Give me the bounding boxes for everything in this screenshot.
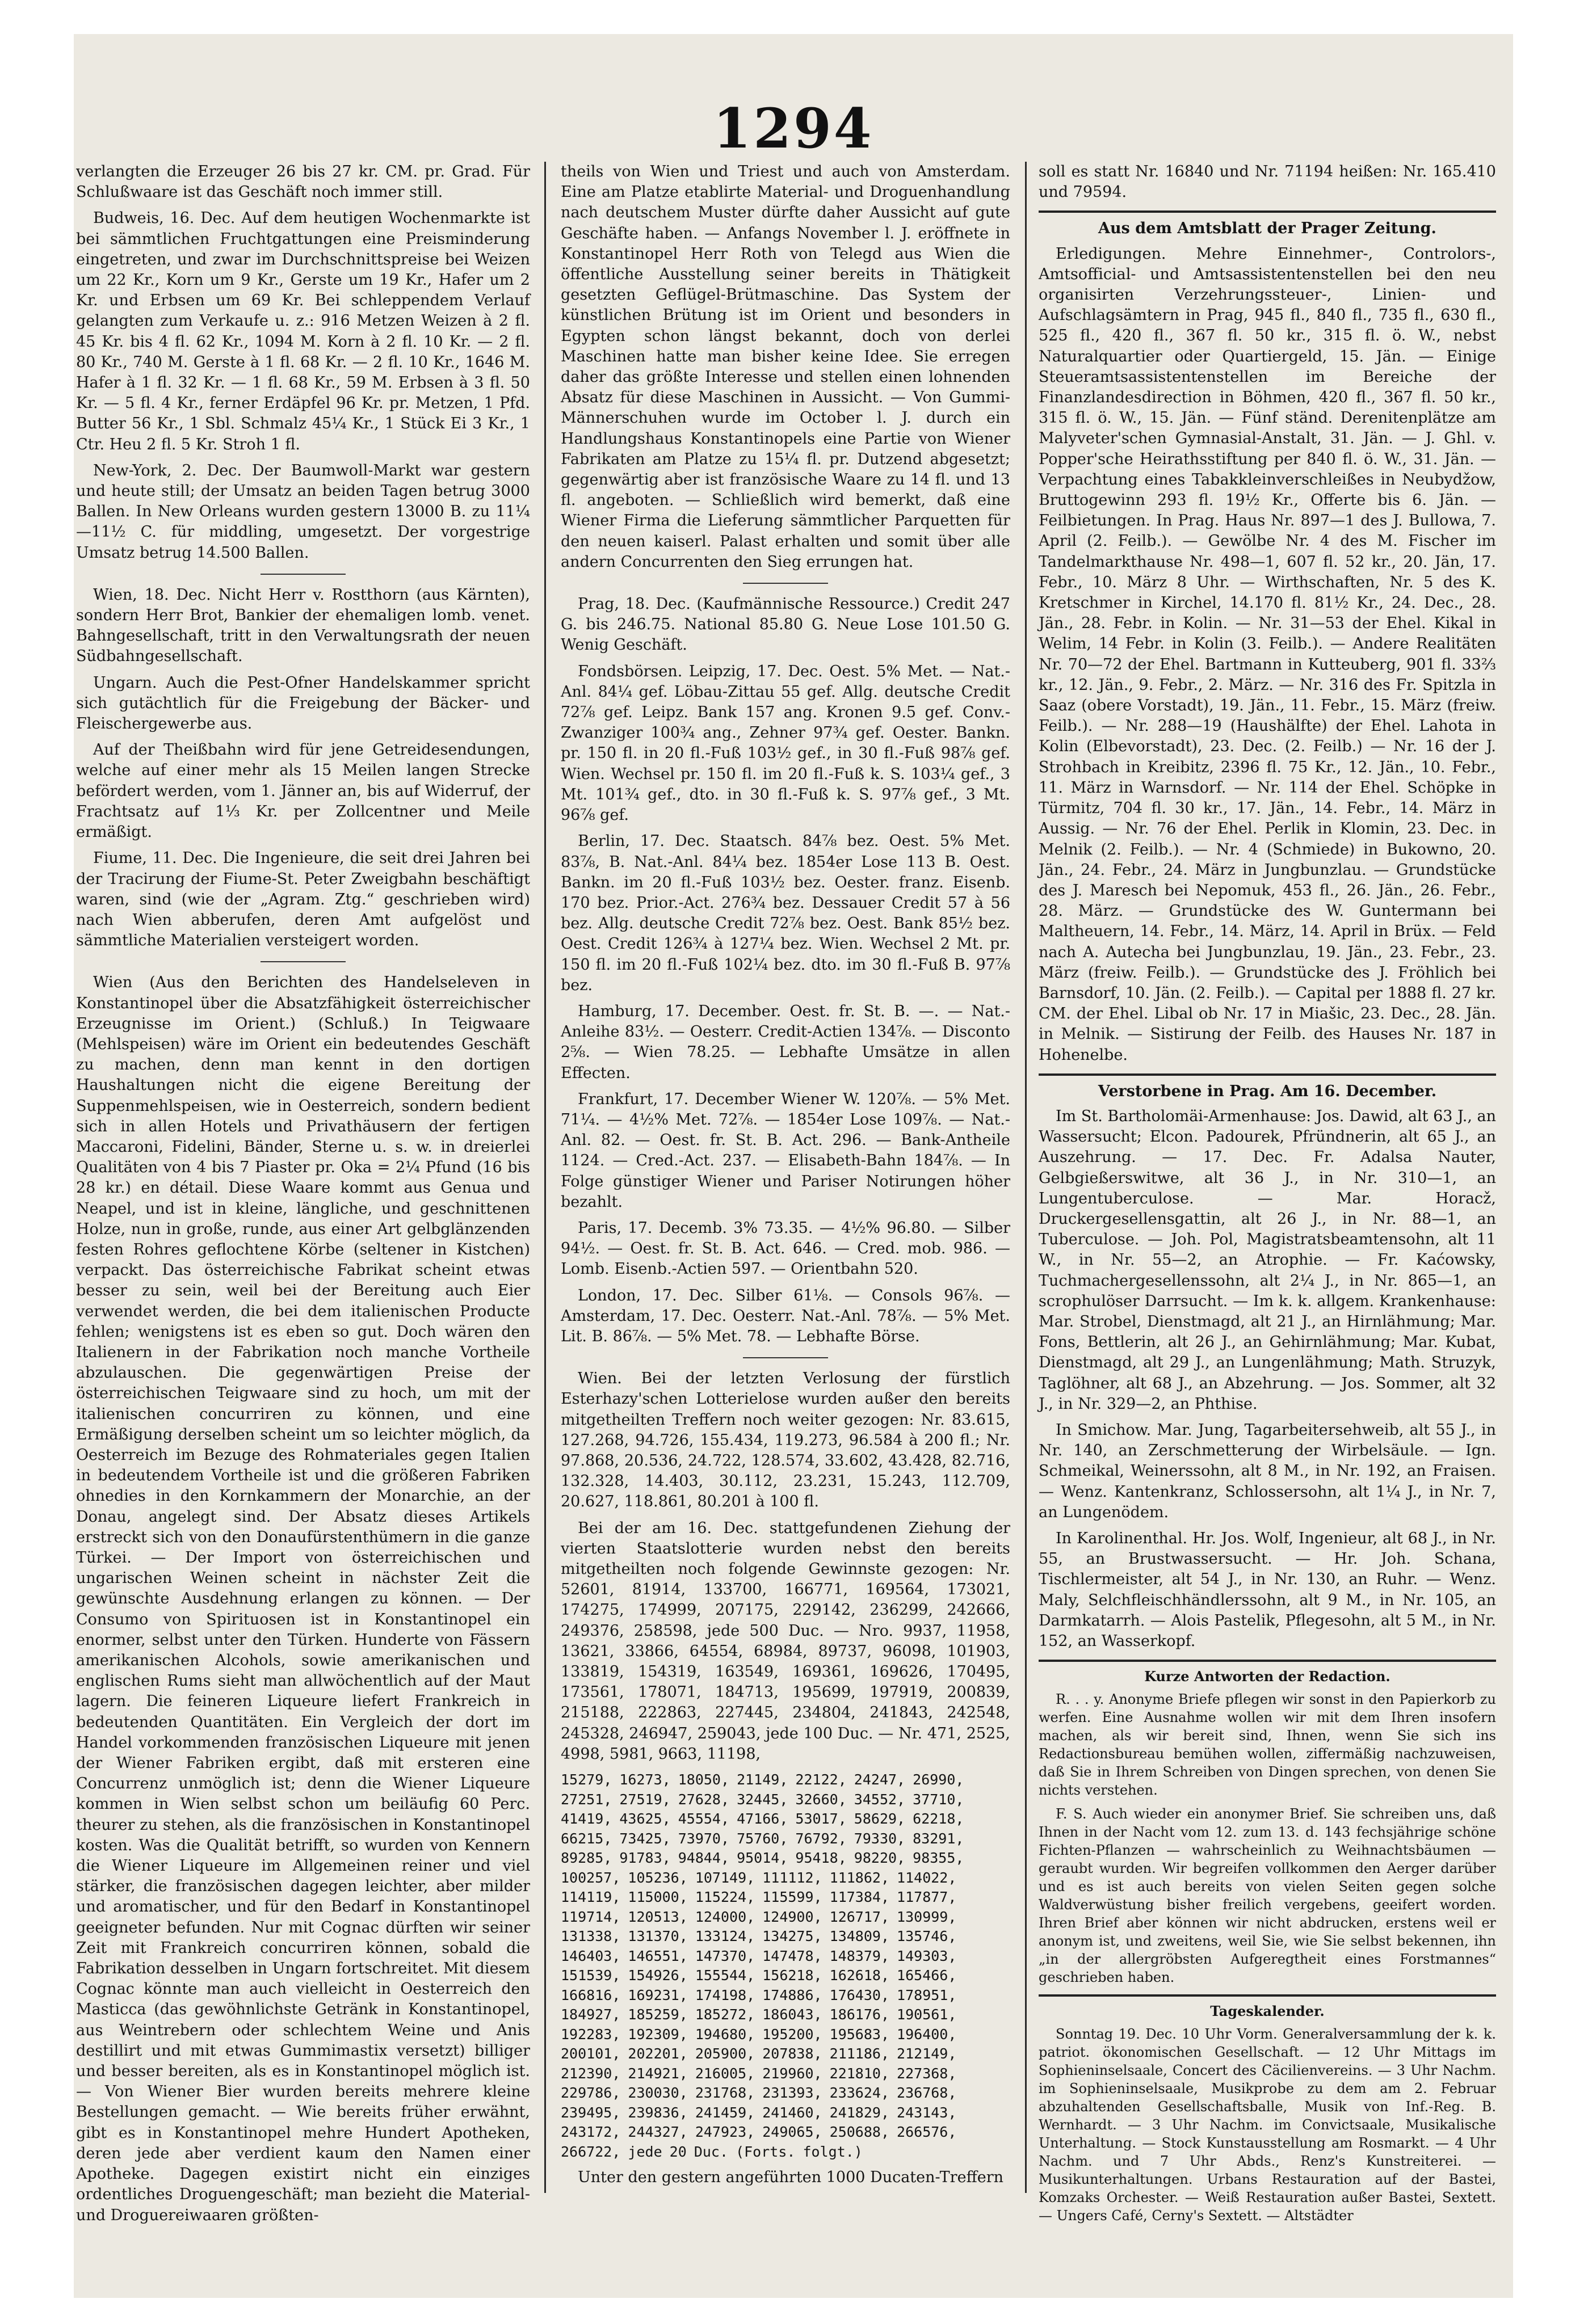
article-paragraph: Sonntag 19. Dec. 10 Uhr Vorm. Generalversammlung der k. k. patriot. ökonomischen Gesellschaft. — 12 Uhr Mittags im Sophieninselsaale, Concert des Cäcilienvereins. — 3 Uhr Nachm. im Sophieninselsaale, Musikprobe zu dem am 2. Februar abzuhaltenden Gesellschaftsballe, Musik von Inf.-Reg. B. Wernhardt. — 3 Uhr Nachm. im Convictsaale, Musikalische Unterhaltung. — Stock Kunstausstellung am Rosmarkt. — 4 Uhr Nachm. und 7 Uhr Abds., Renz's Kunstreiterei. — Musikunterhaltungen. Urbans Restauration auf der Bastei, Komzaks Orchester. — Weiß Restauration außer Bastei, Sextett. — Ungers Café, Cerny's Sextett. — Altstädter (1039, 2026, 1496, 2224)
separator (1039, 1073, 1496, 1076)
article-paragraph: Ungarn. Auch die Pest-Ofner Handelskammer spricht sich gutächtlich für die Freigebung der Bäcker- und Fleischergewerbe aus. (76, 673, 530, 733)
section-heading: Kurze Antworten der Redaction. (1144, 1668, 1390, 1685)
column-3 (1039, 162, 1496, 2224)
article-paragraph: Fiume, 11. Dec. Die Ingenieure, die seit drei Jahren bei der Tracirung der Fiume-St. Peter Zweigbahn beschäftigt waren, sind (wie der „Agram. Ztg.“ geschrieben wird) nach Wien abberufen, deren Amt aufgelöst und sämmtliche Materialien versteigert worden. (76, 849, 530, 950)
separator (1039, 210, 1496, 213)
article-paragraph: Prag, 18. Dec. (Kaufmännische Ressource.) Credit 247 G. bis 246.75. National 85.80 G. Neue Lose 101.50 G. Wenig Geschäft. (561, 595, 1010, 654)
column-2 (561, 162, 1010, 2193)
column-rule (1025, 162, 1027, 2193)
article-paragraph: New-York, 2. Dec. Der Baumwoll-Markt war gestern und heute still; der Umsatz an beiden Tagen betrug 3000 Ballen. In New Orleans wurden gestern 13000 B. zu 11¼—11½ C. für middling, umgesetzt. Der vorgestrige Umsatz betrug 14.500 Ballen. (76, 461, 530, 562)
article-paragraph: In Karolinenthal. Hr. Jos. Wolf, Ingenieur, alt 68 J., in Nr. 55, an Brustwassersucht. — Hr. Joh. Schana, Tischlermeister, alt 54 J., in Nr. 130, an Ruhr. — Wenz. Maly, Selchfleischhändlerssohn, alt 9 M., in Nr. 105, an Darmkatarrh. — Alois Pastelik, Pflegesohn, alt 5 M., in Nr. 152, an Wasserkopf. (1039, 1530, 1496, 1651)
article-paragraph: London, 17. Dec. Silber 61⅛. — Consols 96⅞. — Amsterdam, 17. Dec. Oesterr. Nat.-Anl. 78⅞. — 5% Met. Lit. B. 86⅞. — 5% Met. 78. — Lebhafte Börse. (561, 1286, 1010, 1345)
article-paragraph: Berlin, 17. Dec. Staatsch. 84⅞ bez. Oest. 5% Met. 83⅞, B. Nat.-Anl. 84¼ bez. 1854er Lose 113 B. Oest. Bankn. im 20 fl.-Fuß 103½ bez. Oester. franz. Eisenb. 170 bez. Prior.-Act. 276¾ bez. Dessauer Credit 57 à 56 bez. Allg. deutsche Credit 72⅞ bez. Oest. Bank 85½ bez. Oest. Credit 126¾ à 127¼ bez. Wien. Wechsel 2 Mt. pr. 150 fl. im 20 fl.-Fuß 102¼ bez. dto. im 30 fl.-Fuß B. 97⅞ bez. (561, 832, 1010, 994)
section-heading: Verstorbene in Prag. Am 16. December. (1098, 1082, 1437, 1100)
article-paragraph: Fondsbörsen. Leipzig, 17. Dec. Oest. 5% Met. — Nat.-Anl. 84¼ gef. Löbau-Zittau 55 gef. Allg. deutsche Credit 72⅞ gef. Leipz. Bank 157 ang. Kronen 9.5 gef. Conv.-Zwanziger 100¾ ang., Zehner 97¾ gef. Oester. Bankn. pr. 150 fl. in 20 fl.-Fuß 103½ gef., in 30 fl.-Fuß 98⅞ gef. Wien. Wechsel pr. 150 fl. im 20 fl.-Fuß k. S. 103¼ gef., 3 Mt. 101¾ gef., dto. in 30 fl.-Fuß k. S. 97⅞ gef., 3 Mt. 96⅞ gef. (561, 662, 1010, 824)
article-paragraph: Wien, 18. Dec. Nicht Herr v. Rostthorn (aus Kärnten), sondern Herr Brot, Bankier der ehemaligen lomb. venet. Bahngesellschaft, tritt in den Verwaltungsrath der neuen Südbahngesellschaft. (76, 586, 530, 666)
article-paragraph: theils von Wien und Triest und auch von Amsterdam. Eine am Platze etablirte Material- und Droguenhandlung nach deutschem Muster dürfte daher Aussicht auf gute Geschäfte haben. — Anfangs November l. J. eröffnete in Konstantinopel Herr Roth von Telegd aus Wien die öffentliche Ausstellung seiner bereits in Thätigkeit gesetzten Geflügel-Brütmaschine. Das System der künstlichen Brütung ist im Orient und besonders in Egypten schon längst bekannt, doch von derlei Maschinen hatte man bisher keine Idee. Sie erregen daher das größte Interesse und stellen einen lohnenden Absatz für diese Maschinen in Aussicht. — Von Gummi-Männerschuhen wurde im October l. J. durch ein Handlungshaus Konstantinopels eine Partie von Wiener Fabrikaten am Platze zu 15¼ fl. pr. Dutzend abgesetzt; gegenwärtig aber ist französische Waare zu 14 fl. und 13 fl. angeboten. — Schließlich wird bemerkt, daß eine Wiener Firma die Lieferung sämmtlicher Parquetten für den neuen kaiserl. Palast erhalten und somit über alle andern Concurrenten den Sieg errungen hat. (561, 163, 1010, 571)
lottery-number-list: 15279, 16273, 18050, 21149, 22122, 24247, 26990, 27251, 27519, 27628, 32445, 32660, 34552, 37710, 41419, 43625, 45554, 47166, 53017, 58629, 62218, 66215, 73425, 73970, 75760, 76792, 79330, 83291, 89285, 91783, 94844, 95014, 95418, 98220, 98355, 100257, 105236, 107149, 111112, 111862, 114022, 114119, 115000, 115224, 115599, 117384, 117877, 119714, 120513, 124000, 124900, 126717, 130999, 131338, 131370, 133124, 134275, 134809, 135746, 146403, 146551, 147370, 147478, 148379, 149303, 151539, 154926, 155544, 156218, 162618, 165466, 166816, 169231, 174198, 174886, 176430, 178951, 184927, 185259, 185272, 186043, 186176, 190561, 192283, 192309, 194680, 195200, 195683, 196400, 200101, 202201, 205900, 207838, 211186, 212149, 212390, 214921, 216005, 219960, 221810, 227368, 229786, 230030, 231768, 231393, 233624, 236768, 239495, 239836, 241459, 241460, 241829, 243143, 243172, 244327, 247923, 249065, 250688, 266576, 266722, jede 20 Duc. (Forts. folgt.) (561, 1771, 964, 2160)
article-paragraph: In Smichow. Mar. Jung, Tagarbeitersehweib, alt 55 J., in Nr. 140, an Zerschmetterung der Wirbelsäule. — Ign. Schmeikal, Weinerssohn, alt 8 M., in Nr. 192, an Fraisen. — Wenz. Kantenkranz, Schlossersohn, alt 1¼ J., in Nr. 7, an Lungenödem. (1039, 1421, 1496, 1521)
article-paragraph: F. S. Auch wieder ein anonymer Brief. Sie schreiben uns, daß Ihnen in der Nacht vom 12. zum 13. d. 143 fechsjährige schöne Fichten-Pflanzen — wahrscheinlich zu Weihnachtsbäumen — geraubt wurden. Wir begreifen vollkommen den Aerger darüber und es ist auch bereits von vielen Seiten gegen solche Waldverwüstung bisher freilich vergebens, geeifert worden. Ihren Brief aber können wir nicht abdrucken, erstens weil er anonym ist, und zweitens, weil Sie, wie Sie selbst bekennen, ihn „in der allergröbsten Aufgeregtheit eines Forstmannes“ geschrieben haben. (1039, 1806, 1496, 1986)
article-paragraph: Frankfurt, 17. December Wiener W. 120⅞. — 5% Met. 71¼. — 4½% Met. 72⅞. — 1854er Lose 109⅞. — Nat.-Anl. 82. — Oest. fr. St. B. Act. 296. — Bank-Antheile 1124. — Cred.-Act. 237. — Elisabeth-Bahn 184⅞. — In Folge günstiger Wiener und Pariser Notirungen höher bezahlt. (561, 1090, 1010, 1211)
article-paragraph: Im St. Bartholomäi-Armenhause: Jos. Dawid, alt 63 J., an Wassersucht; Elcon. Padourek, Pfründnerin, alt 65 J., an Auszehrung. — 17. Dec. Fr. Adalsa Nauter, Gelbgießerswitwe, alt 36 J., in Nr. 310—1, an Lungentuberculose. — Mar. Horacž, Druckergesellensgattin, alt 26 J., in Nr. 88—1, an Tuberculose. — Joh. Pol, Magistratsbeamtensohn, alt 11 W., in Nr. 55—2, an Atrophie. — Fr. Kaćowsky, Tuchmachergesellenssohn, alt 2¼ J., in Nr. 865—1, an scrophulöser Darrsucht. — Im k. k. allgem. Krankenhause: Mar. Strobel, Dienstmagd, alt 21 J., an Hirnlähmung; Mar. Fons, Bettlerin, alt 26 J., an Gehirnlähmung; Mar. Kubat, Dienstmagd, alt 29 J., an Lungenlähmung; Math. Struzyk, Taglöhner, alt 68 J., an Abzehrung. — Jos. Sommer, alt 32 J., in Nr. 329—2, an Phthise. (1039, 1107, 1496, 1413)
article-paragraph: Bei der am 16. Dec. stattgefundenen Ziehung der vierten Staatslotterie wurden nebst den bereits mitgetheilten noch folgende Gewinnste gezogen: Nr. 52601, 81914, 133700, 166771, 169564, 173021, 174275, 174999, 207175, 229142, 236299, 242666, 249376, 258598, jede 500 Duc. — Nro. 9937, 11958, 13621, 33866, 64554, 68984, 89737, 96098, 101903, 133819, 154319, 163549, 169361, 169626, 170495, 173561, 178071, 184713, 195699, 197919, 200839, 215188, 222863, 227445, 234804, 241843, 242548, 245328, 246947, 259043, jede 100 Duc. — Nr. 471, 2525, 4998, 5981, 9663, 11198, (561, 1519, 1010, 1763)
page-number: 1294 (713, 96, 874, 161)
article-paragraph: Erledigungen. Mehre Einnehmer-, Controlors-, Amtsofficial- und Amtsassistentenstellen bei den neu organisirten Verzehrungssteuer-, Linien- und Aufschlagsämtern in Prag, 945 fl., 840 fl., 735 fl., 630 fl., 525 fl., 420 fl., 367 fl. 50 kr., 315 fl. ö. W., nebst Naturalquartier oder Quartiergeld, 15. Jän. — Einige Steueramtsassistentenstellen im Bereiche der Finanzlandesdirection in Böhmen, 420 fl., 367 fl. 50 kr., 315 fl. ö. W., 15. Jän. — Fünf ständ. Derenitenplätze am Malyveter'schen Gymnasial-Anstalt, 31. Jän. — J. Ghl. v. Popper'sche Heirathsstiftung per 840 fl. ö. W., 31. Jän. — Verpachtung eines Tabakkleinverschleißes in Neubydžow, Bruttogewinn 293 fl. 19½ Kr., Offerte bis 6. Jän. — Feilbietungen. In Prag. Haus Nr. 897—1 des J. Bullowa, 7. April (2. Feilb.). — Gewölbe Nr. 4 des M. Fischer im Tandelmarkthause Nr. 498—1, 607 fl. 52 kr., 20. Jän, 17. Febr., 10. März 8 Uhr. — Wirthschaften, Nr. 5 des K. Kretschmer in Kirchel, 14.170 fl. 81½ Kr., 24. Dec., 28. Jän., 28. Febr. in Kolin. — Nr. 31—53 der Ehel. Kikal in Welim, 14 Febr. in Kolin (3. Feilb.). — Andere Realitäten Nr. 70—72 der Ehel. Bartmann in Kutteuberg, 901 fl. 33⅔ kr., 12. Jän., 9. Febr., 2. März. — Nr. 316 des Fr. Spitzla in Saaz (obere Vorstadt), 19. Jän., 11. Febr., 15. März (freiw. Feilb.). — Nr. 288—19 (Haushälfte) der Ehel. Lahota in Kolin (Elbevorstadt), 23. Dec. (2. Feilb.) — Nr. 16 der J. Strohbach in Kreibitz, 2396 fl. 75 Kr., 12. Jän., 10. Febr., 11. März in Warnsdorf. — Nr. 114 der Ehel. Schöpke in Türmitz, 704 fl. 30 kr., 17. Jän., 14. Febr., 14. März in Aussig. — Nr. 76 der Ehel. Perlik in Klomin, 23. Dec. in Melnik (2. Feilb.). — Nr. 4 (Schmiede) in Bukowno, 20. Jän., 24. Febr., 24. März in Jungbunzlau. — Grundstücke des J. Maresch bei Nepomuk, 453 fl., 26. Jän., 26. Febr., 28. März. — Grundstücke des W. Guntermann bei Maltheuern, 14. Febr., 14. März, 14. April in Brüx. — Feld nach A. Autecha bei Jungbunzlau, 19. Jän., 23. Febr., 23. März (freiw. Feilb.). — Grundstücke des J. Fröhlich bei Barnsdorf, 10. Jän. (2. Feilb.). — Capital per 1888 fl. 27 kr. CM. der Ehel. Libal ob Nr. 17 in Miašic, 23. Dec., 28. Jän. in Melnik. — Sistirung der Feilb. des Hauses Nr. 187 in Hohenelbe. (1039, 245, 1496, 1064)
separator (743, 583, 828, 584)
article-paragraph: Auf der Theißbahn wird für jene Getreidesendungen, welche auf einer mehr als 15 Meilen langen Strecke befördert werden, vom 1. Jänner an, bis auf Widerruf, der Frachtsatz auf 1⅓ Kr. per Zollcentner und Meile ermäßigt. (76, 741, 530, 841)
article-paragraph: verlangten die Erzeuger 26 bis 27 kr. CM. pr. Grad. Für Schlußwaare ist das Geschäft noch immer still. (76, 163, 530, 201)
article-paragraph: Paris, 17. Decemb. 3% 73.35. — 4½% 96.80. — Silber 94½. — Oest. fr. St. B. Act. 646. — Cred. mob. 986. — Lomb. Eisenb.-Actien 597. — Orientbahn 520. (561, 1219, 1010, 1278)
separator (1039, 1660, 1496, 1662)
article-paragraph: Wien (Aus den Berichten des Handelseleven in Konstantinopel über die Absatzfähigkeit österreichischer Erzeugnisse im Orient.) (Schluß.) In Teigwaare (Mehlspeisen) wäre im Orient ein bedeutendes Geschäft zu machen, denn man kennt in den dortigen Haushaltungen nicht die eigene Bereitung der Suppenmehlspeisen, wie in Oesterreich, sondern bedient sich in allen Hotels und Privathäusern der fertigen Maccaroni, Fidelini, Bänder, Sterne u. s. w. in dreierlei Qualitäten von 4 bis 7 Piaster pr. Oka = 2¼ Pfund (16 bis 28 kr.) en détail. Diese Waare kommt aus Genua und Neapel, und ist in kleine, längliche, und geschnittenen Holze, nun in große, runde, aus einer Art gelbglänzenden festen Rohres geflochtene Körbe (seltener in Kistchen) verpackt. Das österreichische Fabrikat scheint etwas besser zu sein, weil bei der Bereitung auch Eier verwendet werden, die bei dem italienischen Producte fehlen; wenigstens ist es eben so gut. Doch wären den Italienern in der Fabrikation noch manche Vortheile abzulauschen. Die gegenwärtigen Preise der österreichischen Teigwaare sind zu hoch, um mit der italienischen concurriren zu können, und eine Ermäßigung derselben scheint um so leichter möglich, da Oesterreich im Bezuge des Rohmateriales gegen Italien in bedeutendem Vortheile ist und die größeren Fabriken ohnedies in den Kornkammern der Monarchie, an der Donau, angelegt sind. Der Absatz dieses Artikels erstreckt sich von den Donaufürstenthümern in die ganze Türkei. — Der Import von österreichischen und ungarischen Weinen scheint in nächster Zeit die gewünschte Ausdehnung erlangen zu können. — Der Consumo von Spirituosen ist in Konstantinopel ein enormer, selbst unter den Türken. Hunderte von Fässern amerikanischen Alcohols, sowie amerikanischen und englischen Rums sieht man allwöchentlich auf der Maut lagern. Die feineren Liqueure liefert Frankreich in bedeutenden Quantitäten. Ein Vergleich der dort im Handel vorkommenden französischen Liqueure mit jenen der Wiener Fabriken ergibt, daß mit ersteren eine Concurrenz unmöglich ist; denn die Wiener Liqueure kommen in Wien selbst schon um beiläufig 60 Perc. theurer zu stehen, als die französischen in Konstantinopel kosten. Was die Qualität betrifft, so wurden von Kennern die Wiener Liqueure im Allgemeinen reiner und viel stärker, die französischen dagegen leichter, aber milder und aromatischer, und für den Bedarf in Konstantinopel geeigneter befunden. Nur mit Cognac dürften wir seiner Zeit mit Frankreich concurriren können, sobald die Fabrikation desselben in Ungarn fortschreitet. Mit diesem Cognac könnte man auch vielleicht in Oesterreich den Masticca (das gewöhnlichste Getränk in Konstantinopel, aus Weintrebern oder schlechtem Weine und Anis destillirt und mit etwas Gummimastix versetzt) billiger und besser bereiten, als es in Konstantinopel möglich ist. — Von Wiener Bier wurden bereits mehrere kleine Bestellungen gemacht. — Wie bereits früher erwähnt, gibt es in Konstantinopel mehre Hundert Apotheken, deren jede aber verdient kaum den Namen einer Apotheke. Dagegen existirt nicht ein einziges ordentliches Droguengeschäft; man bezieht die Material- und Droguereiwaaren größten- (76, 974, 530, 2224)
article-paragraph: soll es statt Nr. 16840 und Nr. 71194 heißen: Nr. 165.410 und 79594. (1039, 163, 1496, 201)
separator (261, 961, 346, 962)
separator (1039, 1994, 1496, 1997)
section-heading: Aus dem Amtsblatt der Prager Zeitung. (1098, 220, 1436, 238)
section-heading: Tageskalender. (1210, 2003, 1325, 2020)
article-paragraph: Wien. Bei der letzten Verlosung der fürstlich Esterhazy'schen Lotterielose wurden außer den bereits mitgetheilten Treffern noch weiter gezogen: Nr. 83.615, 127.268, 94.726, 155.434, 119.273, 96.584 à 200 fl.; Nr. 97.868, 20.536, 24.722, 128.574, 33.602, 43.428, 82.716, 132.328, 14.403, 30.112, 23.231, 15.243, 112.709, 20.627, 118.861, 80.201 à 100 fl. (561, 1370, 1010, 1511)
article-paragraph: R. . . y. Anonyme Briefe pflegen wir sonst in den Papierkorb zu werfen. Eine Ausnahme wollen wir mit dem Ihren insofern machen, als wir bereit sind, Ihnen, wenn Sie sich ins Redactionsbureau bemühen wollen, ziffermäßig nachzuweisen, daß Sie in Ihrem Schreiben von Dingen sprechen, von denen Sie nichts verstehen. (1039, 1691, 1496, 1799)
separator (261, 574, 346, 575)
article-paragraph: Hamburg, 17. December. Oest. fr. St. B. —. — Nat.-Anleihe 83½. — Oesterr. Credit-Actien 134⅞. — Disconto 2⅝. — Wien 78.25. — Lebhafte Umsätze in allen Effecten. (561, 1002, 1010, 1082)
separator (743, 1357, 828, 1358)
column-rule (544, 162, 546, 2193)
article-paragraph: Unter den gestern angeführten 1000 Ducaten-Treffern (578, 2169, 1004, 2187)
article-paragraph: Budweis, 16. Dec. Auf dem heutigen Wochenmarkte ist bei sämmtlichen Fruchtgattungen eine Preisminderung eingetreten, und zwar im Durchschnittspreise bei Weizen um 22 Kr., Korn um 9 Kr., Gerste um 19 Kr., Hafer um 2 Kr. und Erbsen um 69 Kr. Bei schleppendem Verlauf gelangten zum Verkaufe u. z.: 916 Metzen Weizen à 2 fl. 45 Kr. bis 4 fl. 62 Kr., 1094 M. Korn à 2 fl. 10 Kr. — 2 fl. 80 Kr., 740 M. Gerste à 1 fl. 68 Kr. — 2 fl. 10 Kr., 1646 M. Hafer à 1 fl. 32 Kr. — 1 fl. 68 Kr., 59 M. Erbsen à 3 fl. 50 Kr. — 5 fl. 4 Kr., ferner Erdäpfel 96 Kr. pr. Metzen, 1 Pfd. Butter 56 Kr., 1 Sbl. Schmalz 45¼ Kr., 1 Stück Ei 3 Kr., 1 Ctr. Heu 2 fl. 5 Kr. Stroh 1 fl. (76, 209, 530, 453)
newspaper-page (74, 34, 1513, 2298)
column-1 (76, 162, 530, 2224)
